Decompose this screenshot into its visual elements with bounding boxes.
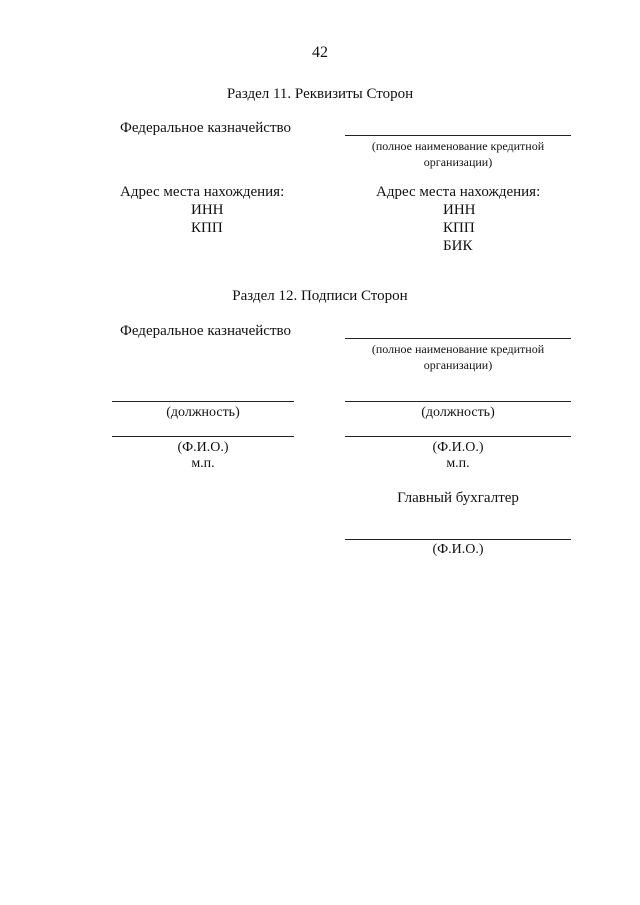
- bank-name-line: [345, 135, 571, 136]
- left-fio-caption: (Ф.И.О.): [177, 440, 229, 455]
- section-11-title: Раздел 11. Реквизиты Сторон: [226, 86, 414, 102]
- right-inn-label: ИНН: [443, 202, 476, 218]
- left-seal-label: м.п.: [191, 456, 215, 471]
- chief-accountant-label: Главный бухгалтер: [397, 490, 519, 506]
- right-fio-caption: (Ф.И.О.): [432, 440, 484, 455]
- section-12-title: Раздел 12. Подписи Сторон: [232, 288, 408, 304]
- left-address-label: Адрес места нахождения:: [120, 184, 285, 200]
- right-position-line: [345, 401, 571, 402]
- right-seal-label: м.п.: [446, 456, 470, 471]
- left-inn-label: ИНН: [191, 202, 224, 218]
- left-position-caption: (должность): [166, 405, 240, 420]
- left-party-name-signatures: Федеральное казначейство: [120, 323, 291, 339]
- left-position-line: [112, 401, 294, 402]
- page-number: 42: [312, 44, 328, 61]
- right-position-caption: (должность): [421, 405, 495, 420]
- chief-accountant-fio-caption: (Ф.И.О.): [432, 542, 484, 557]
- bank-name-line-signatures: [345, 338, 571, 339]
- right-bik-label: БИК: [443, 238, 473, 254]
- bank-name-caption-signatures: (полное наименование кредитной организации): [371, 342, 545, 372]
- right-address-label: Адрес места нахождения:: [376, 184, 541, 200]
- right-fio-line: [345, 436, 571, 437]
- left-fio-line: [112, 436, 294, 437]
- left-party-name: Федеральное казначейство: [120, 120, 291, 136]
- left-kpp-label: КПП: [191, 220, 223, 236]
- right-kpp-label: КПП: [443, 220, 475, 236]
- chief-accountant-line: [345, 539, 571, 540]
- bank-name-caption: (полное наименование кредитной организации): [371, 139, 545, 169]
